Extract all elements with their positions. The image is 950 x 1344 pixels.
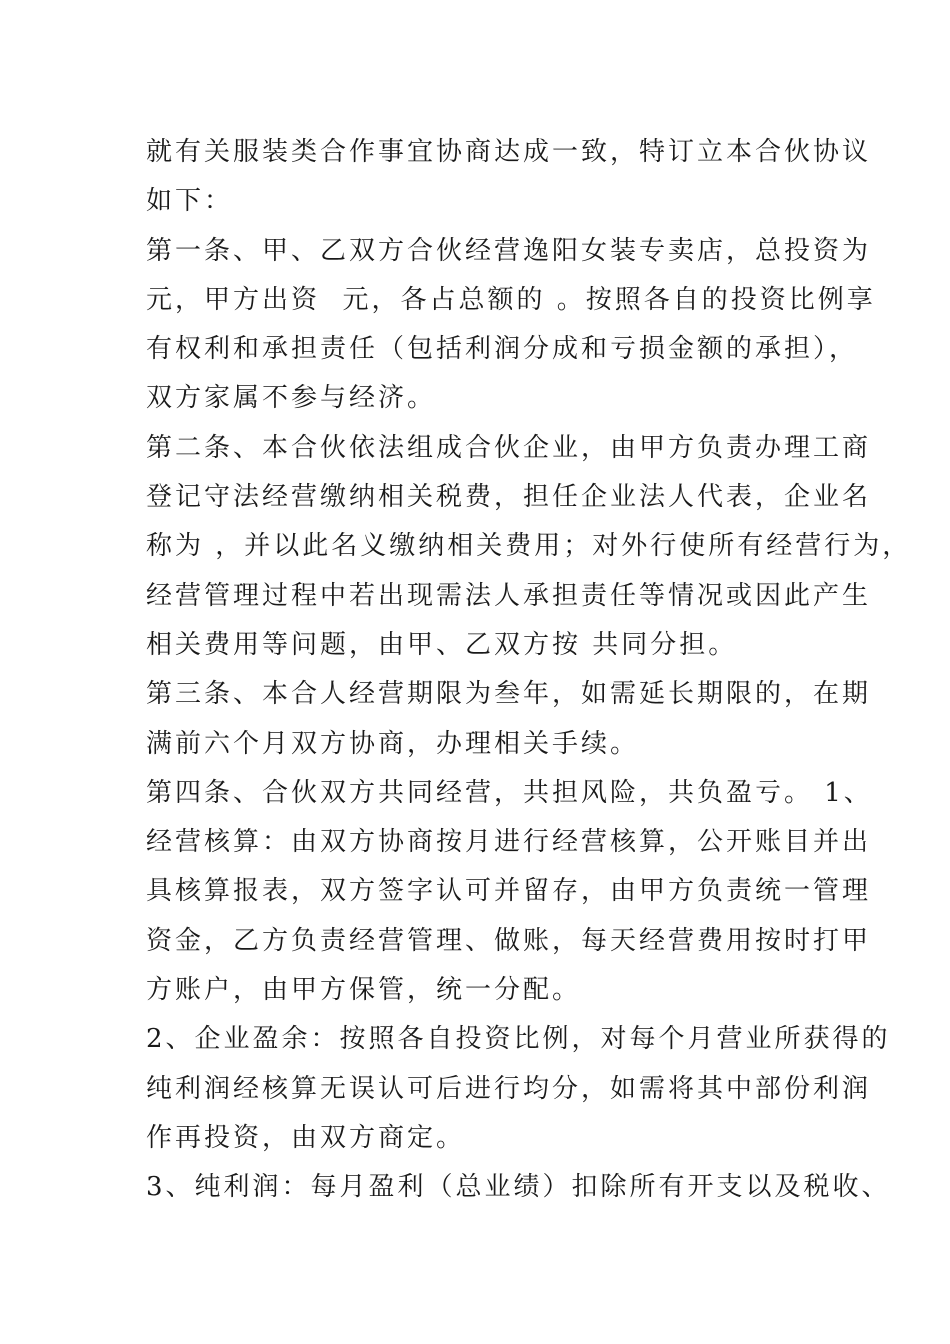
text-line: 第三条、本合人经营期限为叁年，如需延长期限的，在期 bbox=[146, 679, 872, 710]
text-line: 2、企业盈余：按照各自投资比例，对每个月营业所获得的 bbox=[146, 1024, 891, 1055]
text-line: 具核算报表，双方签字认可并留存，由甲方负责统一管理 bbox=[146, 876, 872, 907]
agreement-body-text bbox=[146, 128, 912, 1213]
text-line: 纯利润经核算无误认可后进行均分，如需将其中部份利润 bbox=[146, 1073, 872, 1104]
text-line: 第四条、合伙双方共同经营，共担风险，共负盈亏。 1、 bbox=[146, 777, 873, 808]
text-line: 有权利和承担责任（包括利润分成和亏损金额的承担）， bbox=[146, 334, 859, 365]
text-line: 就有关服装类合作事宜协商达成一致，特订立本合伙协议 bbox=[146, 137, 872, 167]
text-line: 如下： bbox=[146, 186, 234, 217]
text-line: 方账户，由甲方保管，统一分配。 bbox=[146, 975, 582, 1006]
text-line: 第二条、本合伙依法组成合伙企业，由甲方负责办理工商 bbox=[146, 432, 872, 463]
text-line: 相关费用等问题，由甲、乙双方按 共同分担。 bbox=[146, 629, 738, 660]
text-line: 满前六个月双方协商，办理相关手续。 bbox=[146, 728, 640, 759]
text-line: 资金，乙方负责经营管理、做账，每天经营费用按时打甲 bbox=[146, 925, 872, 956]
text-line: 作再投资，由双方商定。 bbox=[146, 1122, 466, 1153]
text-line: 登记守法经营缴纳相关税费，担任企业法人代表，企业名 bbox=[146, 482, 872, 513]
text-line: 双方家属不参与经济。 bbox=[146, 383, 437, 414]
text-line: 3、纯利润：每月盈利（总业绩）扣除所有开支以及税收、 bbox=[146, 1172, 891, 1203]
text-line: 元，甲方出资 元，各占总额的 。按照各自的投资比例享 bbox=[146, 284, 876, 315]
text-line: 经营管理过程中若出现需法人承担责任等情况或因此产生 bbox=[146, 580, 872, 611]
text-line: 经营核算：由双方协商按月进行经营核算，公开账目并出 bbox=[146, 827, 872, 858]
text-line: 第一条、甲、乙双方合伙经营逸阳女装专卖店，总投资为 bbox=[146, 235, 872, 266]
text-line: 称为 ，并以此名义缴纳相关费用；对外行使所有经营行为， bbox=[146, 531, 912, 562]
